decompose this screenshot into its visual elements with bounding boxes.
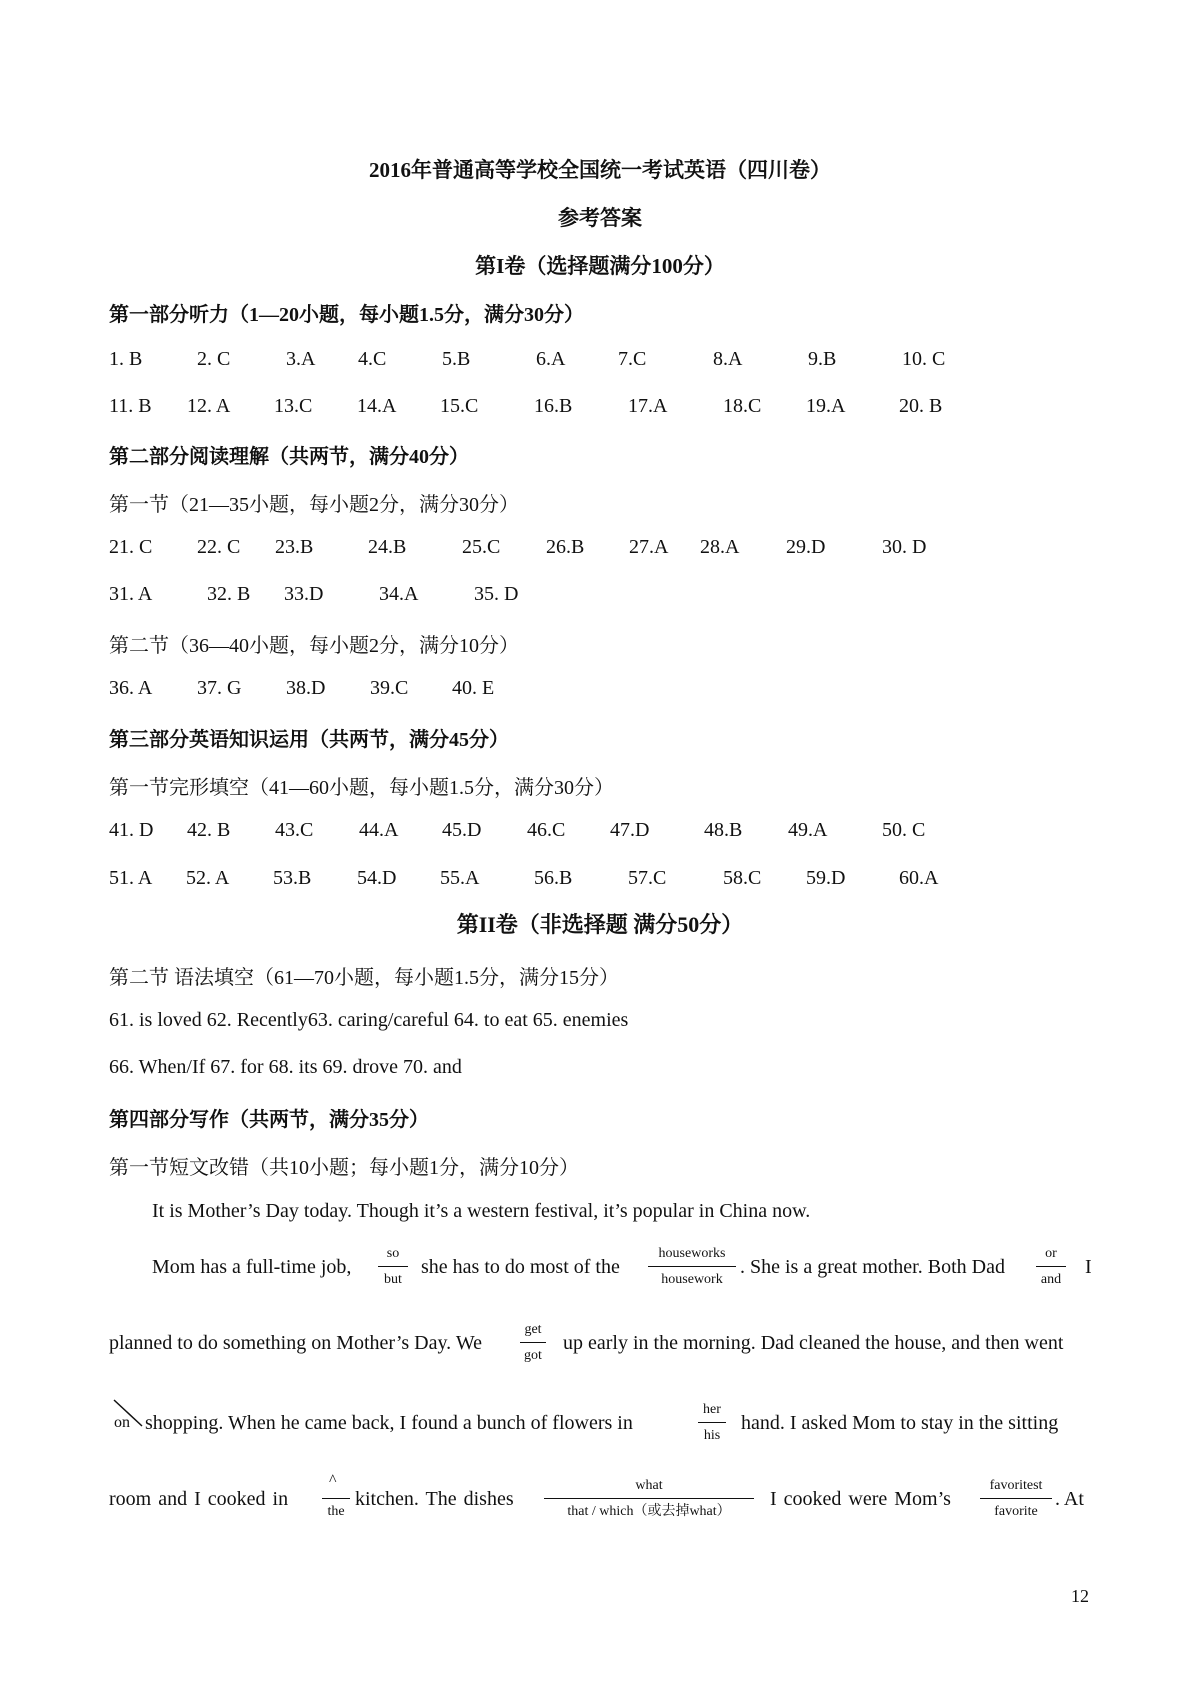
delete-mark-icon <box>112 1398 144 1428</box>
answer-item: 49.A <box>788 819 828 841</box>
answer-item: 15.C <box>440 395 479 417</box>
essay-text: hand. I asked Mom to stay in the sitting <box>741 1412 1059 1434</box>
answer-item: 1. B <box>109 348 143 370</box>
answer-item: 50. C <box>882 819 926 841</box>
answer-item: 10. C <box>902 348 946 370</box>
document-title: 2016年普通高等学校全国统一考试英语（四川卷） <box>369 158 831 182</box>
answer-item: 52. A <box>186 867 230 889</box>
answer-item: 13.C <box>274 395 313 417</box>
answer-item: 53.B <box>273 867 312 889</box>
answer-item: 3.A <box>286 348 316 370</box>
correction-right: but <box>384 1272 402 1287</box>
insert-caret-icon: ^ <box>329 1472 337 1489</box>
answer-item: 32. B <box>207 583 251 605</box>
correction-mark <box>1036 1246 1066 1288</box>
answer-item: 36. A <box>109 677 153 699</box>
correction-right: his <box>703 1428 721 1443</box>
answer-item: 51. A <box>109 867 153 889</box>
correction-wrong: what <box>544 1478 754 1499</box>
answer-item: 20. B <box>899 395 943 417</box>
answer-item: 19.A <box>806 395 846 417</box>
correction-right: and <box>1040 1272 1062 1287</box>
answer-item: 11. B <box>109 395 152 417</box>
correction-right: got <box>524 1348 542 1363</box>
answer-item: 47.D <box>610 819 650 841</box>
correction-mark <box>544 1478 754 1520</box>
answer-item: 57.C <box>628 867 667 889</box>
correction-wrong: or <box>1036 1246 1066 1267</box>
correction-wrong <box>322 1478 350 1499</box>
answer-item: 46.C <box>527 819 566 841</box>
answer-item: 38.D <box>286 677 326 699</box>
essay-text: I cooked were Mom’s <box>770 1488 951 1510</box>
answer-item: 48.B <box>704 819 743 841</box>
part4-section1: 第一节短文改错（共10小题；每小题1分，满分10分） <box>109 1157 579 1179</box>
essay-text: . At <box>1055 1488 1084 1510</box>
answer-item: 24.B <box>368 536 407 558</box>
correction-mark <box>520 1322 546 1364</box>
part2-section2: 第二节（36—40小题，每小题2分，满分10分） <box>109 635 519 657</box>
answer-item: 30. D <box>882 536 927 558</box>
answer-item: 60.A <box>899 867 939 889</box>
answer-item: 44.A <box>359 819 399 841</box>
answer-item: 59.D <box>806 867 846 889</box>
answer-item: 54.D <box>357 867 397 889</box>
correction-right: that / which（或去掉what） <box>567 1504 731 1519</box>
answer-item: 17.A <box>628 395 668 417</box>
answer-item: 40. E <box>452 677 495 699</box>
essay-text: shopping. When he came back, I found a bunch of flowers in <box>145 1412 633 1434</box>
essay-text: . She is a great mother. Both Dad <box>740 1256 1005 1278</box>
correction-mark <box>698 1402 726 1444</box>
correction-mark <box>980 1478 1052 1520</box>
correction-mark <box>648 1246 736 1288</box>
correction-right: housework <box>661 1272 723 1287</box>
answer-row <box>0 536 1200 560</box>
deleted-word: on <box>114 1414 130 1431</box>
document-subtitle: 参考答案 <box>558 206 642 230</box>
answer-row <box>0 348 1200 372</box>
answer-item: 14.A <box>357 395 397 417</box>
answer-item: 7.C <box>618 348 647 370</box>
essay-text: she has to do most of the <box>421 1256 620 1278</box>
essay-text: up early in the morning. Dad cleaned the house, and then went <box>563 1332 1064 1354</box>
answer-row <box>0 583 1200 607</box>
answer-item: 22. C <box>197 536 241 558</box>
answer-row <box>0 395 1200 419</box>
answer-item: 28.A <box>700 536 740 558</box>
answer-item: 41. D <box>109 819 154 841</box>
answer-item: 43.C <box>275 819 314 841</box>
answer-item: 25.C <box>462 536 501 558</box>
essay-text: room and I cooked in <box>109 1488 289 1510</box>
answer-item: 37. G <box>197 677 242 699</box>
answer-item: 42. B <box>187 819 231 841</box>
grammar-section: 第二节 语法填空（61—70小题，每小题1.5分，满分15分） <box>109 967 619 989</box>
correction-wrong: so <box>378 1246 408 1267</box>
answer-item: 8.A <box>713 348 743 370</box>
answer-item: 4.C <box>358 348 387 370</box>
answer-item: 31. A <box>109 583 153 605</box>
correction-wrong: get <box>520 1322 546 1343</box>
volume-2-title: 第II卷（非选择题 满分50分） <box>456 912 744 937</box>
volume-1-title: 第I卷（选择题满分100分） <box>475 254 725 278</box>
answer-row <box>0 819 1200 843</box>
part2-section1: 第一节（21—35小题，每小题2分，满分30分） <box>109 494 519 516</box>
essay-text: planned to do something on Mother’s Day. We <box>109 1332 482 1354</box>
answer-item: 34.A <box>379 583 419 605</box>
answer-item: 29.D <box>786 536 826 558</box>
answer-item: 23.B <box>275 536 314 558</box>
answer-item: 45.D <box>442 819 482 841</box>
answer-item: 2. C <box>197 348 231 370</box>
answer-item: 56.B <box>534 867 573 889</box>
answer-item: 27.A <box>629 536 669 558</box>
part2-heading: 第二部分阅读理解（共两节，满分40分） <box>109 446 469 468</box>
answer-item: 9.B <box>808 348 837 370</box>
answer-item: 12. A <box>187 395 231 417</box>
answer-item: 18.C <box>723 395 762 417</box>
correction-mark <box>322 1478 350 1520</box>
correction-wrong: favoritest <box>980 1478 1052 1499</box>
essay-line-1: It is Mother’s Day today. Though it’s a western festival, it’s popular in China now. <box>152 1200 811 1222</box>
answer-item: 26.B <box>546 536 585 558</box>
answer-item: 16.B <box>534 395 573 417</box>
answer-item: 33.D <box>284 583 324 605</box>
answer-row <box>0 867 1200 891</box>
correction-mark <box>378 1246 408 1288</box>
answer-row <box>0 677 1200 701</box>
answer-item: 6.A <box>536 348 566 370</box>
part1-heading: 第一部分听力（1—20小题，每小题1.5分，满分30分） <box>109 304 584 326</box>
essay-text: I <box>1085 1256 1092 1278</box>
correction-wrong: houseworks <box>648 1246 736 1267</box>
part3-heading: 第三部分英语知识运用（共两节，满分45分） <box>109 729 509 751</box>
correction-wrong: her <box>698 1402 726 1423</box>
answer-item: 35. D <box>474 583 519 605</box>
answer-item: 58.C <box>723 867 762 889</box>
answer-item: 39.C <box>370 677 409 699</box>
grammar-answers-line2: 66. When/If 67. for 68. its 69. drove 70. and <box>109 1056 462 1078</box>
answer-item: 21. C <box>109 536 153 558</box>
page-number: 12 <box>1071 1586 1089 1606</box>
answer-item: 55.A <box>440 867 480 889</box>
part3-section1: 第一节完形填空（41—60小题，每小题1.5分，满分30分） <box>109 777 614 799</box>
answer-item: 5.B <box>442 348 471 370</box>
part4-heading: 第四部分写作（共两节，满分35分） <box>109 1109 429 1131</box>
correction-right: favorite <box>994 1504 1038 1519</box>
correction-right: the <box>327 1504 345 1519</box>
essay-text: kitchen. The dishes <box>355 1488 514 1510</box>
essay-text: Mom has a full-time job, <box>152 1256 352 1278</box>
grammar-answers-line1: 61. is loved 62. Recently63. caring/careful 64. to eat 65. enemies <box>109 1009 629 1031</box>
